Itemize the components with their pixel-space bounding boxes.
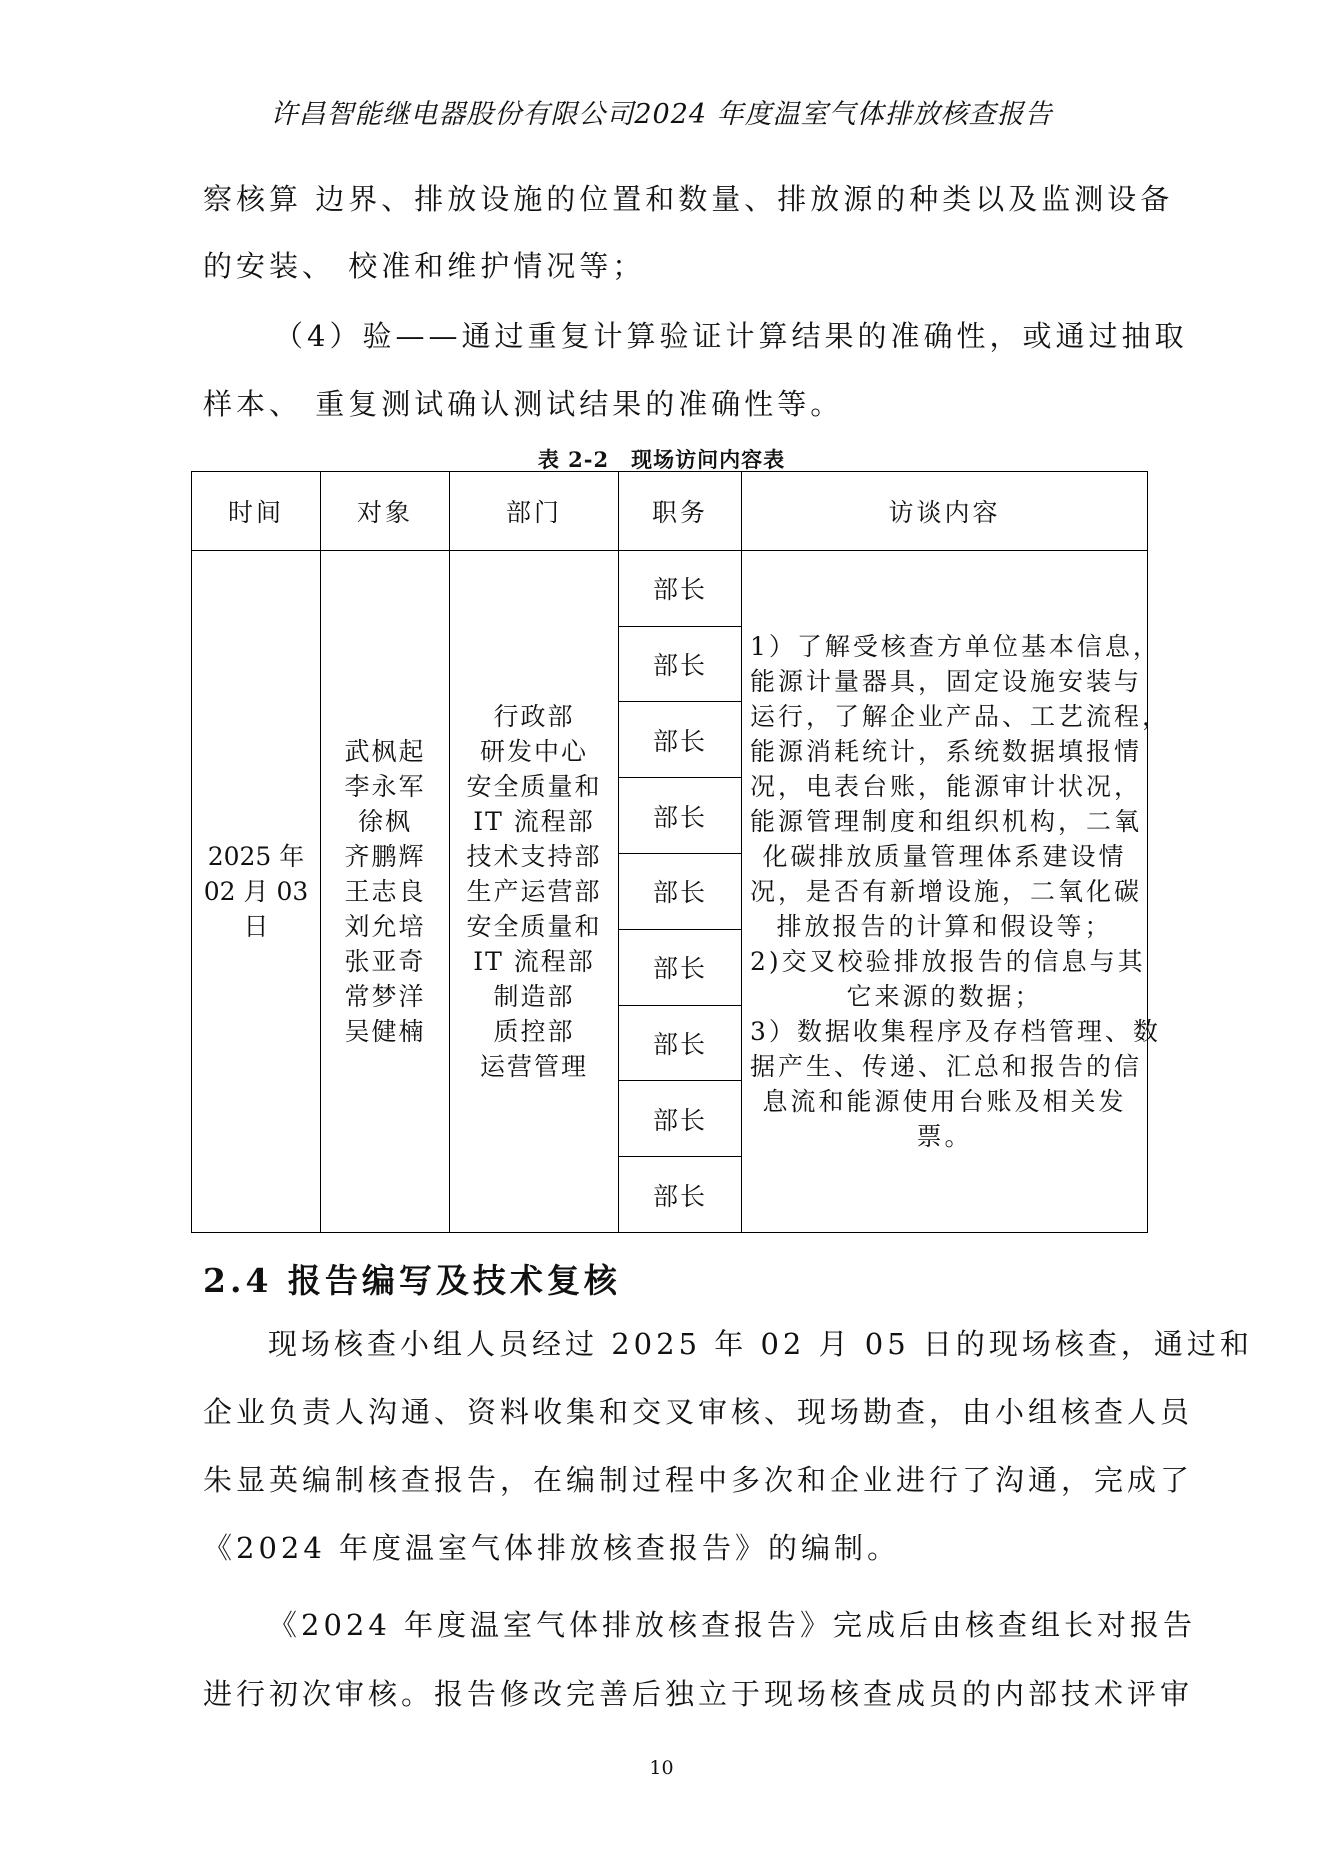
- role-cell: 部长: [619, 853, 742, 929]
- header-time: 时间: [192, 472, 321, 551]
- date-line: 日: [243, 911, 269, 941]
- department-cell: [450, 550, 619, 1232]
- role-cell: 部长: [619, 1081, 742, 1157]
- department-line: IT 流程部: [473, 806, 595, 836]
- page-header: 许昌智能继电器股份有限公司2024 年度温室气体排放核查报告: [270, 99, 1053, 130]
- table-caption: [0, 444, 1323, 474]
- person-name: 刘允培: [344, 911, 426, 941]
- body-line: 《2024 年度温室气体排放核查报告》完成后由核查组长对报告: [268, 1608, 1197, 1642]
- content-line: 能源计量器具，固定设施安装与: [750, 666, 1143, 696]
- role-cell: 部长: [619, 626, 742, 702]
- person-name: 徐枫: [357, 806, 412, 836]
- content-line: 运行，了解企业产品、工艺流程，: [750, 701, 1171, 731]
- content-line: 息流和能源使用台账及相关发: [762, 1086, 1127, 1116]
- content-line: 能源管理制度和组织机构，二氧: [750, 806, 1143, 836]
- department-line: 制造部: [493, 981, 575, 1011]
- department-line: 生产运营部: [466, 876, 602, 906]
- header-department: 部门: [450, 472, 619, 551]
- role-cell: 部长: [619, 929, 742, 1005]
- content-line: 化碳排放质量管理体系建设情: [762, 841, 1127, 871]
- body-line: 现场核查小组人员经过 2025 年 02 月 05 日的现场核查，通过和: [268, 1327, 1253, 1361]
- content-line: 能源消耗统计，系统数据填报情: [750, 736, 1143, 766]
- body-line: 朱显英编制核查报告，在编制过程中多次和企业进行了沟通，完成了: [203, 1463, 1194, 1497]
- content-line: 据产生、传递、汇总和报告的信: [750, 1051, 1143, 1081]
- department-line: 研发中心: [479, 736, 588, 766]
- page-number: 10: [649, 1757, 674, 1779]
- department-line: 安全质量和: [466, 911, 602, 941]
- department-line: 安全质量和: [466, 771, 602, 801]
- intro-line: 察核算 边界、排放设施的位置和数量、排放源的种类以及监测设备: [203, 182, 1174, 216]
- intro-line: （4）验——通过重复计算验证计算结果的准确性，或通过抽取: [274, 319, 1188, 353]
- department-line: IT 流程部: [473, 946, 595, 976]
- body-line: 企业负责人沟通、资料收集和交叉审核、现场勘查，由小组核查人员: [203, 1395, 1194, 1429]
- role-cell: 部长: [619, 778, 742, 854]
- interview-content-cell: [742, 550, 1171, 1232]
- content-line: 票。: [916, 1121, 973, 1151]
- content-line: 2)交叉校验排放报告的信息与其: [750, 946, 1146, 976]
- person-name: 常梦洋: [344, 981, 426, 1011]
- body-line: 《2024 年度温室气体排放核查报告》的编制。: [203, 1531, 901, 1565]
- table-header-row: [192, 472, 1148, 551]
- role-cell: 部长: [619, 1157, 742, 1233]
- person-name: 齐鹏辉: [344, 841, 426, 871]
- department-line: 行政部: [493, 701, 575, 731]
- header-object: 对象: [321, 472, 450, 551]
- header-content: 访谈内容: [742, 472, 1148, 551]
- person-name: 王志良: [344, 876, 426, 906]
- role-cell: 部长: [619, 702, 742, 778]
- people-cell: [321, 550, 450, 1232]
- table-caption-number: 表 2-2: [537, 447, 610, 472]
- intro-line: 样本、 重复测试确认测试结果的准确性等。: [203, 387, 844, 421]
- person-name: 张亚奇: [344, 946, 426, 976]
- role-cell: 部长: [619, 1005, 742, 1081]
- content-line: 3）数据收集程序及存档管理、数: [750, 1016, 1161, 1046]
- section-heading: 2.4 报告编写及技术复核: [203, 1261, 621, 1300]
- intro-line: 的安装、 校准和维护情况等；: [203, 249, 646, 283]
- person-name: 武枫起: [344, 736, 426, 766]
- header-position: 职务: [619, 472, 742, 551]
- content-line: 况，是否有新增设施，二氧化碳: [750, 876, 1143, 906]
- content-line: 它来源的数据；: [846, 981, 1043, 1011]
- role-cell: 部长: [619, 550, 742, 626]
- table-caption-title: 现场访问内容表: [631, 447, 786, 472]
- department-line: 质控部: [493, 1016, 575, 1046]
- content-line: 排放报告的计算和假设等；: [776, 911, 1113, 941]
- content-line: 况，电表台账，能源审计状况，: [750, 771, 1143, 801]
- date-line: 2025 年: [207, 841, 305, 871]
- body-line: 进行初次审核。报告修改完善后独立于现场核查成员的内部技术评审: [203, 1677, 1194, 1711]
- interview-table: [191, 471, 1171, 1233]
- department-line: 运营管理: [479, 1051, 588, 1081]
- content-line: 1）了解受核查方单位基本信息，: [750, 631, 1161, 661]
- date-line: 02 月 03: [203, 876, 309, 906]
- person-name: 李永军: [344, 771, 426, 801]
- department-line: 技术支持部: [466, 841, 602, 871]
- table-row: [192, 550, 1148, 626]
- person-name: 吴健楠: [344, 1016, 426, 1046]
- date-cell: [192, 550, 321, 1232]
